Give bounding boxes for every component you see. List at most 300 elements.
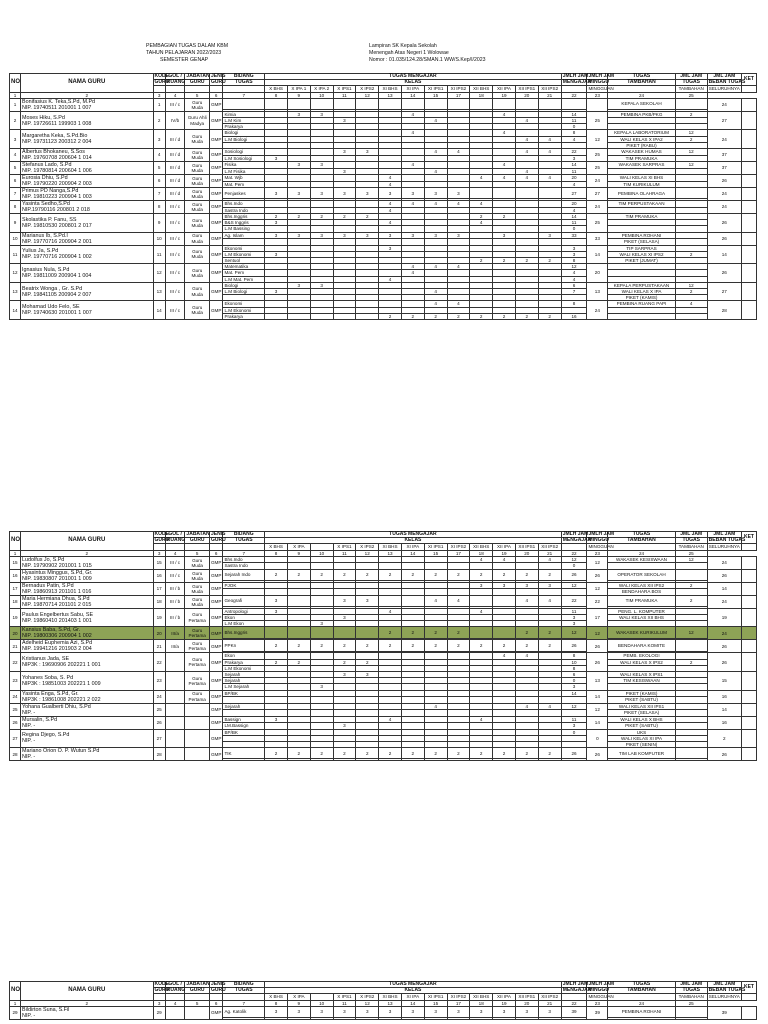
hours-cell: 2 [538, 640, 561, 651]
total-load: 26 [707, 264, 741, 283]
teacher-name: Bernadus Patin, S.Pd [22, 582, 74, 589]
col-jenis: JENIS [210, 531, 226, 537]
subject-total: 8 [561, 258, 587, 264]
total-load: 15 [707, 672, 741, 691]
col-tugas: TUGAS [223, 988, 265, 994]
class-name: XI IPA [401, 994, 424, 1000]
subject-total: 6 [561, 672, 587, 678]
ket-cell [741, 98, 756, 111]
class-name: X IPA [287, 994, 310, 1000]
teacher-no: 10 [10, 232, 21, 245]
hours-cell: 4 [470, 220, 493, 226]
hours-cell: 3 [333, 232, 356, 239]
teacher-kode: 12 [153, 264, 165, 283]
subject-total: 10 [561, 659, 587, 665]
subject-total: 12 [561, 627, 587, 638]
teacher-jenis: GMP [209, 232, 222, 245]
hours-cell: 3 [333, 723, 356, 730]
teacher-no: 14 [10, 301, 21, 320]
teacher-kode: 2 [153, 111, 165, 130]
col-kelas: KELAS [265, 988, 562, 994]
hours-cell: 2 [493, 569, 516, 580]
subject-total [561, 759, 587, 761]
hours-cell: 3 [310, 188, 333, 199]
teacher-name: Adelheid Euphemia Azi, S.Pd [22, 640, 93, 647]
total-load: 37 [707, 149, 741, 162]
teacher-name: Paulus Engelbertus Sabu, SE [22, 611, 94, 618]
teacher-kode: 25 [153, 703, 165, 716]
total-load: 24 [707, 627, 741, 640]
hours-cell [379, 595, 402, 606]
hours-cell [310, 595, 333, 606]
class-name: X BHS [265, 994, 288, 1000]
teacher-jenis: GMP [209, 264, 222, 283]
hours-cell: 4 [493, 556, 516, 563]
extra-duty: TIM LAB KOMPUTER [608, 748, 675, 759]
hours-cell: 2 [515, 258, 538, 264]
col-bidang: BIDANG [223, 982, 265, 988]
column-index: 24 [608, 1000, 675, 1006]
hours-cell [310, 627, 333, 638]
col-jenis-guru: GURU [210, 79, 226, 86]
hours-cell: 4 [401, 162, 424, 169]
teacher-gol [165, 729, 185, 748]
subject-name [223, 98, 265, 109]
subject-total: 11 [561, 716, 587, 723]
hours-cell: 3 [515, 582, 538, 589]
hours-cell: 4 [447, 595, 470, 606]
teacher-name-cell [21, 264, 154, 283]
teacher-kode: 28 [153, 748, 165, 761]
column-index: 6 [209, 550, 222, 556]
hours-cell: 3 [310, 621, 333, 627]
teacher-kode: 19 [153, 608, 165, 627]
weekly-total: 12 [587, 130, 608, 149]
class-name: XI BHS [379, 86, 402, 92]
subject-total: 4 [561, 276, 587, 282]
teacher-no: 6 [10, 175, 21, 188]
teacher-kode: 20 [153, 627, 165, 640]
hours-cell [356, 759, 379, 761]
col-ket: KET [741, 74, 756, 86]
hours-cell [356, 1018, 379, 1020]
hours-cell: 3 [265, 251, 288, 257]
column-index: 1 [10, 550, 21, 556]
teacher-nip: NIP. 19811009 200904 1 004 [22, 273, 92, 280]
hours-cell: 4 [470, 175, 493, 182]
subject-name: L.M Ekonomi [223, 307, 265, 313]
subject-total [561, 98, 587, 109]
extra-duty: TIM PRAMUKA [608, 155, 675, 162]
hours-cell [447, 98, 470, 109]
teacher-jabatan: Guru Pertama [185, 640, 210, 653]
teacher-name-cell [21, 703, 154, 716]
column-index: 13 [379, 92, 402, 98]
subject-total: 8 [561, 130, 587, 136]
class-name: X IPA 1 [287, 86, 310, 92]
column-index: 12 [356, 550, 379, 556]
teacher-name: Kansius Baba, S.Pd, Gr. [22, 627, 81, 634]
teacher-name: Bildirton Suna, S.Fil [22, 1006, 70, 1013]
teacher-name-cell [21, 653, 154, 672]
extra-hours: 2 [675, 111, 707, 117]
teacher-jenis: GMP [209, 149, 222, 162]
teacher-no: 24 [10, 690, 21, 703]
hours-cell: 4 [401, 264, 424, 270]
teacher-nip: NIP. 19810223 200904 1 003 [22, 194, 92, 201]
column-index: 6 [209, 1000, 222, 1006]
column-index: 5 [185, 1000, 210, 1006]
extra-duty: WAKASEK SARPRAS [608, 162, 675, 169]
extra-duty: PIKET (KAMIS) [608, 295, 675, 301]
hours-cell: 4 [379, 276, 402, 282]
extra-hours: 12 [675, 130, 707, 136]
hours-cell: 3 [287, 282, 310, 288]
class-name: X IPA [287, 544, 310, 550]
col-jam-minggu: JMLH JAM [588, 981, 614, 987]
hours-cell [538, 759, 561, 761]
teacher-nip: NIP. - [22, 1012, 36, 1019]
subject-name: Mat. Wjb [223, 175, 265, 182]
teacher-kode: 7 [153, 188, 165, 201]
col-jabatan: JABATAN [186, 73, 210, 79]
col-tugas-mengajar: TUGAS MENGAJAR [265, 74, 562, 80]
hours-cell: 3 [333, 595, 356, 606]
weekly-total: 26 [587, 640, 608, 653]
hours-cell: 2 [379, 313, 402, 319]
extra-hours: 2 [675, 582, 707, 589]
extra-duty: WAKASEK KURIKULUM [608, 627, 675, 638]
teacher-no: 20 [10, 627, 21, 640]
subject-total: 6 [561, 282, 587, 288]
hours-cell: 3 [470, 1006, 493, 1017]
hours-cell [401, 759, 424, 761]
extra-hours: 12 [675, 282, 707, 288]
subject-total: 26 [561, 640, 587, 651]
teacher-jenis: GMP [209, 188, 222, 201]
teacher-no: 11 [10, 245, 21, 264]
column-index: 13 [379, 1000, 402, 1006]
ket-cell [741, 582, 756, 595]
hours-cell [424, 1018, 447, 1020]
subject-name: Sastra Indo [223, 207, 265, 214]
column-index: 17 [447, 1000, 470, 1006]
subject-name: Fisika [223, 162, 265, 169]
hours-cell: 4 [424, 118, 447, 124]
assignment-table-1 [9, 73, 757, 320]
hours-cell [379, 759, 402, 761]
subject-name: Ag. Islam [223, 232, 265, 239]
hours-cell: 2 [265, 214, 288, 220]
total-load: 24 [707, 188, 741, 201]
total-load: 24 [707, 595, 741, 608]
hours-cell: 2 [333, 640, 356, 651]
col-ket: KET [741, 532, 756, 544]
col-jam-tugas: TUGAS [675, 538, 707, 544]
subject-name: L.M Ekon [223, 621, 265, 627]
teacher-name-cell [21, 282, 154, 301]
hours-cell: 4 [424, 301, 447, 307]
column-index: 21 [538, 550, 561, 556]
hours-cell: 4 [493, 111, 516, 117]
teacher-name-cell [21, 556, 154, 569]
hours-cell: 2 [447, 640, 470, 651]
subject-total: 0 [561, 124, 587, 130]
hours-cell: 4 [515, 653, 538, 659]
class-name: XI IPS2 [447, 86, 470, 92]
teacher-no: 2 [10, 111, 21, 130]
teacher-no: 13 [10, 282, 21, 301]
column-index: 4 [165, 1000, 185, 1006]
column-index: 2 [21, 550, 154, 556]
extra-hours: 2 [675, 659, 707, 665]
extra-duty: WALI KELAS XII IPS1 [608, 703, 675, 710]
col-jabatan: JABATAN [186, 981, 210, 987]
hours-cell: 2 [287, 214, 310, 220]
col-beban: BEBAN TUGAS [708, 987, 746, 994]
column-index: 22 [561, 550, 587, 556]
subject-name: Ekon [223, 615, 265, 621]
teacher-name: Yohanes Soba, S. Pd [22, 674, 74, 681]
teacher-kode: 29 [153, 1006, 165, 1019]
teacher-jenis: GMP [209, 1006, 222, 1019]
col-ruang: RUANG [166, 537, 186, 544]
teacher-jabatan: Guru Pertama [185, 690, 210, 703]
teacher-gol: III / d [165, 130, 185, 149]
class-name: XI BHS [379, 544, 402, 550]
teacher-gol [165, 703, 185, 716]
teacher-no: 12 [10, 264, 21, 283]
col-jam-seluruh: JML JAM [707, 74, 741, 80]
hours-cell [379, 1018, 402, 1020]
blank-cell [741, 86, 756, 92]
hours-cell: 4 [493, 653, 516, 659]
column-index: 15 [424, 1000, 447, 1006]
col-jumlah-jam: JMLH JAM [562, 981, 589, 987]
subject-name: PJOK [223, 582, 265, 589]
teacher-row [10, 748, 757, 759]
column-index: 11 [333, 550, 356, 556]
subject-name: Biologi [223, 130, 265, 136]
hours-cell [265, 98, 288, 109]
subject-total: 12 [561, 264, 587, 270]
teacher-nip: NIP. 19790902 201001 1 015 [22, 562, 92, 569]
hours-cell: 2 [538, 258, 561, 264]
teacher-name: Maria Hermiana Dhua, S.Pd [22, 595, 90, 602]
extra-duty: TIM KURIKULUM [608, 181, 675, 188]
class-name: XI IPA [401, 544, 424, 550]
hours-cell [265, 627, 288, 638]
teacher-assignment-table [9, 981, 757, 1020]
column-index: 3 [153, 92, 165, 98]
hours-cell: 3 [401, 188, 424, 199]
subject-total: 4 [561, 136, 587, 142]
header-line: Lampiran SK Kepala Sekolah [369, 43, 437, 49]
weekly-total: 14 [587, 690, 608, 703]
column-index: 1 [10, 1000, 21, 1006]
hours-cell: 4 [470, 608, 493, 614]
teacher-no: 4 [10, 149, 21, 162]
class-name: X BHS [265, 544, 288, 550]
teacher-name-cell [21, 130, 154, 149]
hours-cell: 4 [424, 149, 447, 156]
extra-duty: WALI KELAS XI IPA [608, 735, 675, 741]
subject-total: 14 [561, 111, 587, 117]
hours-cell: 3 [287, 162, 310, 169]
class-name: XII IPA [493, 544, 516, 550]
extra-hours [675, 1018, 707, 1020]
subject-name [223, 759, 265, 761]
extra-duty: WALI KELAS X IPS1 [608, 672, 675, 678]
hours-cell: 2 [333, 214, 356, 220]
col-tambahan: TAMBAHAN [608, 538, 675, 544]
total-load: 16 [707, 716, 741, 729]
subject-name: Prakarya [223, 124, 265, 130]
hours-cell [470, 759, 493, 761]
teacher-name-cell [21, 690, 154, 703]
col-no: NO [10, 982, 21, 1001]
subject-name: Mat. Pem [223, 181, 265, 188]
extra-hours [675, 313, 707, 319]
extra-hours: 4 [675, 301, 707, 307]
ket-cell [741, 569, 756, 582]
hours-cell [493, 627, 516, 638]
col-ket: KET [741, 982, 756, 994]
col-kode-guru: GURU [154, 537, 170, 544]
col-beban: BEBAN TUGAS [708, 537, 746, 544]
teacher-jabatan: Guru Pertama [185, 653, 210, 672]
teacher-gol [165, 672, 185, 691]
total-load: 26 [707, 569, 741, 582]
extra-duty: BENDAHARA BOS [608, 589, 675, 596]
teacher-name: Mursalin, S.Pd [22, 716, 58, 723]
class-name: XII IPS2 [538, 994, 561, 1000]
column-index: 7 [223, 92, 265, 98]
hours-cell: 2 [424, 627, 447, 638]
hours-cell: 4 [447, 201, 470, 208]
weekly-total: 17 [587, 608, 608, 627]
subject-name: Ekonomi [223, 301, 265, 307]
class-name: XII IPS1 [515, 544, 538, 550]
hours-cell: 2 [538, 313, 561, 319]
teacher-gol [165, 1006, 185, 1019]
extra-hours: 2 [675, 289, 707, 295]
column-index: 23 [587, 1000, 608, 1006]
ket-cell [741, 301, 756, 320]
column-index: 25 [675, 550, 707, 556]
extra-duty: KEPALA SEKOLAH [608, 98, 675, 109]
hours-cell: 3 [379, 232, 402, 239]
hours-cell: 3 [538, 232, 561, 239]
hours-cell [424, 759, 447, 761]
teacher-gol: III / c [165, 245, 185, 264]
teacher-gol: III / c [165, 556, 185, 569]
col-kode: KODE [154, 73, 169, 79]
teacher-name-cell [21, 111, 154, 130]
hours-cell: 2 [333, 659, 356, 665]
extra-hours: 12 [675, 162, 707, 169]
teacher-kode: 24 [153, 690, 165, 703]
hours-cell: 2 [401, 569, 424, 580]
column-index: 2 [21, 92, 154, 98]
teacher-name: Yohana Gualberti Dhiu, S.Pd [22, 703, 91, 710]
col-seluruh: SELURUHNYA [708, 86, 740, 92]
weekly-total: 24 [587, 301, 608, 320]
extra-hours [675, 569, 707, 580]
hours-cell: 3 [401, 232, 424, 239]
col-jab-guru: GURU [185, 538, 210, 544]
teacher-name: Bonifasius K. Teka,S.Pd, M.Pd [22, 98, 96, 105]
subject-total: 14 [561, 690, 587, 697]
total-load: 37 [707, 162, 741, 175]
subject-total: 14 [561, 162, 587, 169]
hours-cell: 4 [424, 289, 447, 295]
weekly-total: 24 [587, 175, 608, 188]
teacher-name-cell [21, 729, 154, 748]
hours-cell: 4 [515, 168, 538, 175]
teacher-jenis: GMP [209, 703, 222, 716]
column-index: 9 [287, 1000, 310, 1006]
col-jenis-guru: GURU [210, 987, 226, 994]
teacher-gol: III / c [165, 569, 185, 582]
column-index: 8 [265, 550, 288, 556]
extra-duty: PIKET (SENIN) [608, 742, 675, 748]
hours-cell: 4 [447, 264, 470, 270]
col-kelas: KELAS [265, 538, 562, 544]
extra-duty: TIM PRAMUKA [608, 595, 675, 606]
hours-cell: 3 [424, 232, 447, 239]
hours-cell: 2 [424, 640, 447, 651]
teacher-jabatan: Guru Pertama [185, 627, 210, 640]
teacher-name: Skolastika P. Fanu, SS [22, 216, 77, 223]
teacher-no: 9 [10, 214, 21, 233]
teacher-nip: NIP.19790116 200801 2 018 [22, 207, 90, 214]
teacher-jenis: GMP [209, 162, 222, 175]
teacher-nip: NIP. 19740511 201001 1 007 [22, 104, 92, 111]
ket-cell [741, 595, 756, 608]
ket-cell [741, 608, 756, 627]
teacher-row [10, 640, 757, 651]
teacher-gol: III / c [165, 232, 185, 245]
subject-name: Antropologi [223, 608, 265, 614]
column-index: 19 [493, 550, 516, 556]
hours-cell: 2 [379, 748, 402, 759]
teacher-jabatan: Guru Muda [185, 569, 210, 582]
hours-cell [515, 188, 538, 199]
column-index: 8 [265, 92, 288, 98]
extra-duty: KEPALA PERPUSTAKAAN [608, 282, 675, 288]
hours-cell: 2 [401, 627, 424, 638]
weekly-total [587, 98, 608, 111]
subject-total: 12 [561, 703, 587, 710]
header-line: TAHUN PELAJARAN 2022/2023 [146, 50, 222, 56]
teacher-nip: NIP. 19760708 200604 1 014 [22, 155, 92, 162]
column-index: 11 [333, 1000, 356, 1006]
column-index: 11 [333, 92, 356, 98]
hours-cell: 4 [447, 149, 470, 156]
teacher-jabatan: Guru Muda [185, 282, 210, 301]
subject-total: 26 [561, 569, 587, 580]
doc-header-right [369, 43, 486, 64]
subject-total: 11 [561, 168, 587, 175]
subject-name: LM.Bassign [223, 723, 265, 730]
hours-cell: 2 [356, 748, 379, 759]
weekly-total: 14 [587, 716, 608, 729]
extra-duty: WALI KELAS X IPA [608, 289, 675, 295]
hours-cell [401, 595, 424, 606]
hours-cell: 2 [424, 569, 447, 580]
hours-cell [470, 627, 493, 638]
